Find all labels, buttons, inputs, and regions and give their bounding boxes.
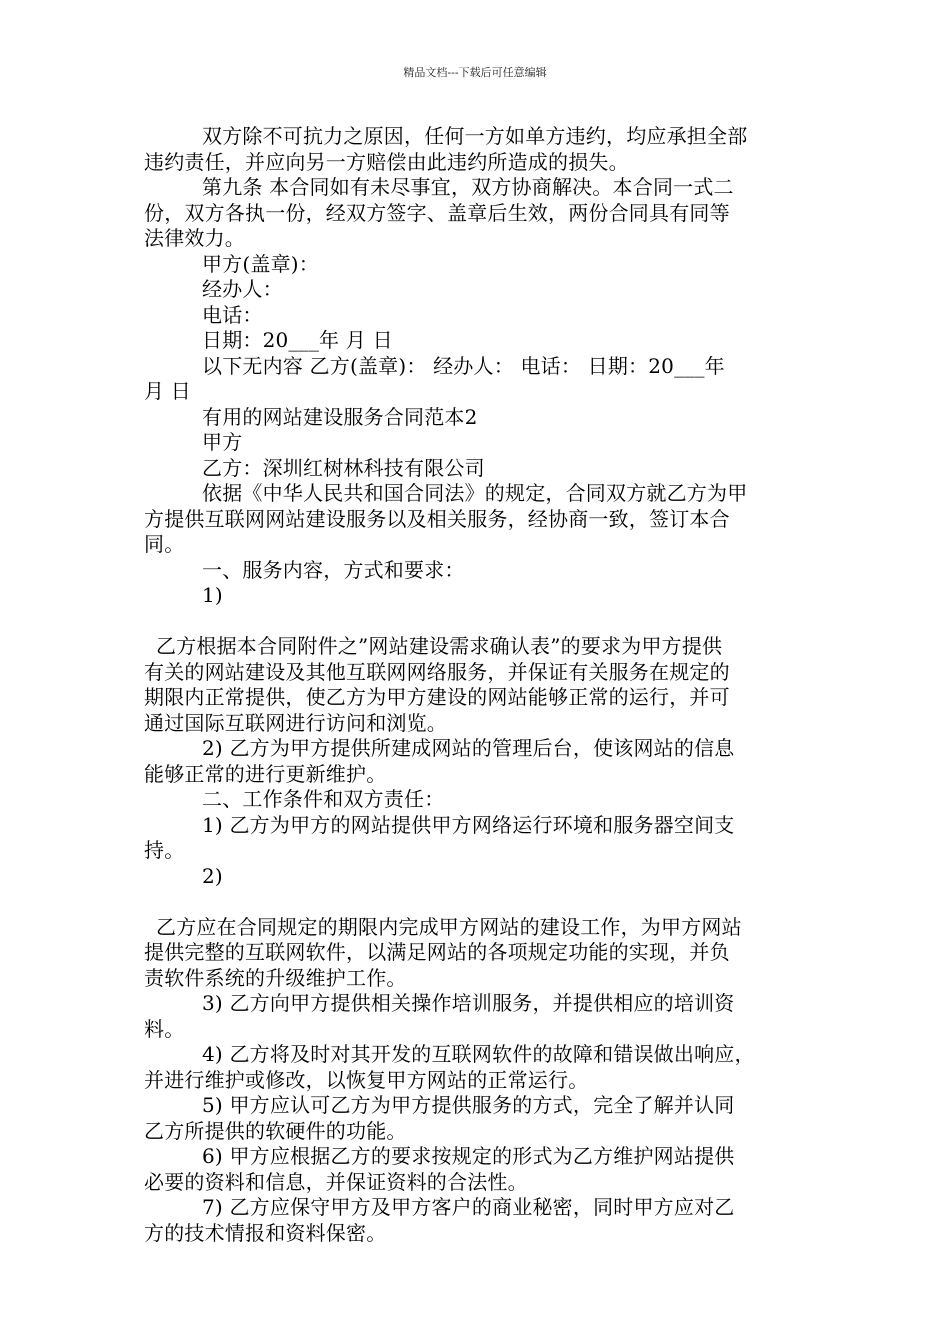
paragraph-line: 方提供互联网网站建设服务以及相关服务，经协商一致，签订本合 xyxy=(144,506,730,531)
paragraph-line: 法律效力。 xyxy=(144,226,245,250)
paragraph-line: 2) 乙方为甲方提供所建成网站的管理后台，使该网站的信息 xyxy=(202,736,735,760)
section-heading: 一、服务内容，方式和要求： xyxy=(202,557,465,582)
party-a-seal-line: 甲方(盖章)： xyxy=(202,251,320,276)
paragraph-line: 7) 乙方应保守甲方及甲方客户的商业秘密，同时甲方应对乙 xyxy=(202,1195,735,1219)
paragraph-line: 第九条 本合同如有未尽事宜，双方协商解决。本合同一式二 xyxy=(202,175,734,199)
paragraph-line: 依据《中华人民共和国合同法》的规定，合同双方就乙方为甲 xyxy=(202,481,748,505)
paragraph-line: 违约责任，并应向另一方赔偿由此违约所造成的损失。 xyxy=(144,149,629,174)
paragraph-line: 乙方根据本合同附件之”网站建设需求确认表”的要求为甲方提供 xyxy=(156,634,723,658)
paragraph-line: 期限内正常提供，使乙方为甲方建设的网站能够正常的运行，并可 xyxy=(144,685,730,709)
paragraph-line: 料。 xyxy=(144,1016,185,1041)
blank-line xyxy=(144,609,812,635)
party-a-line: 甲方 xyxy=(202,430,243,454)
date-line: 日期：20___年 月 日 xyxy=(202,328,393,352)
document-body xyxy=(144,124,812,1246)
list-number: 1) xyxy=(202,583,223,607)
paragraph-line: 4) 乙方将及时对其开发的互联网软件的故障和错误做出响应， xyxy=(202,1042,755,1066)
handler-line: 经办人： xyxy=(202,277,283,301)
paragraph-line: 月 日 xyxy=(144,379,191,403)
paragraph-line: 双方除不可抗力之原因，任何一方如单方违约，均应承担全部 xyxy=(202,124,748,148)
paragraph-line: 持。 xyxy=(144,838,185,862)
list-number: 2) xyxy=(202,863,223,888)
paragraph-line: 提供完整的互联网软件，以满足网站的各项规定功能的实现，并负 xyxy=(144,940,730,964)
section-title: 有用的网站建设服务合同范本2 xyxy=(202,404,478,429)
section-heading: 二、工作条件和双方责任： xyxy=(202,787,445,811)
paragraph-line: 5) 甲方应认可乙方为甲方提供服务的方式，完全了解并认同 xyxy=(202,1093,735,1117)
party-b-line: 乙方：深圳红树林科技有限公司 xyxy=(202,455,485,480)
paragraph-line: 并进行维护或修改，以恢复甲方网站的正常运行。 xyxy=(144,1067,589,1092)
page-header: 精品文档---下载后可任意编辑 xyxy=(403,66,547,79)
paragraph-line: 责软件系统的升级维护工作。 xyxy=(144,965,407,990)
paragraph-line: 同。 xyxy=(144,532,185,556)
party-b-signature-line: 以下无内容 乙方(盖章)： 经办人： 电话： 日期：20___年 xyxy=(202,353,725,378)
paragraph-line: 6) 甲方应根据乙方的要求按规定的形式为乙方维护网站提供 xyxy=(202,1144,735,1168)
paragraph-line: 3) 乙方向甲方提供相关操作培训服务，并提供相应的培训资 xyxy=(202,991,735,1015)
blank-line xyxy=(144,889,812,915)
phone-line: 电话： xyxy=(202,302,263,327)
paragraph-line: 能够正常的进行更新维护。 xyxy=(144,761,387,786)
paragraph-line: 份，双方各执一份，经双方签字、盖章后生效，两份合同具有同等 xyxy=(144,200,730,225)
paragraph-line: 通过国际互联网进行访问和浏览。 xyxy=(144,710,447,735)
paragraph-line: 有关的网站建设及其他互联网网络服务，并保证有关服务在规定的 xyxy=(144,659,730,684)
paragraph-line: 1) 乙方为甲方的网站提供甲方网络运行环境和服务器空间支 xyxy=(202,812,735,837)
paragraph-line: 必要的资料和信息，并保证资料的合法性。 xyxy=(144,1169,528,1194)
paragraph-line: 方的技术情报和资料保密。 xyxy=(144,1220,387,1245)
paragraph-line: 乙方所提供的软硬件的功能。 xyxy=(144,1118,407,1143)
paragraph-line: 乙方应在合同规定的期限内完成甲方网站的建设工作，为甲方网站 xyxy=(156,914,742,939)
